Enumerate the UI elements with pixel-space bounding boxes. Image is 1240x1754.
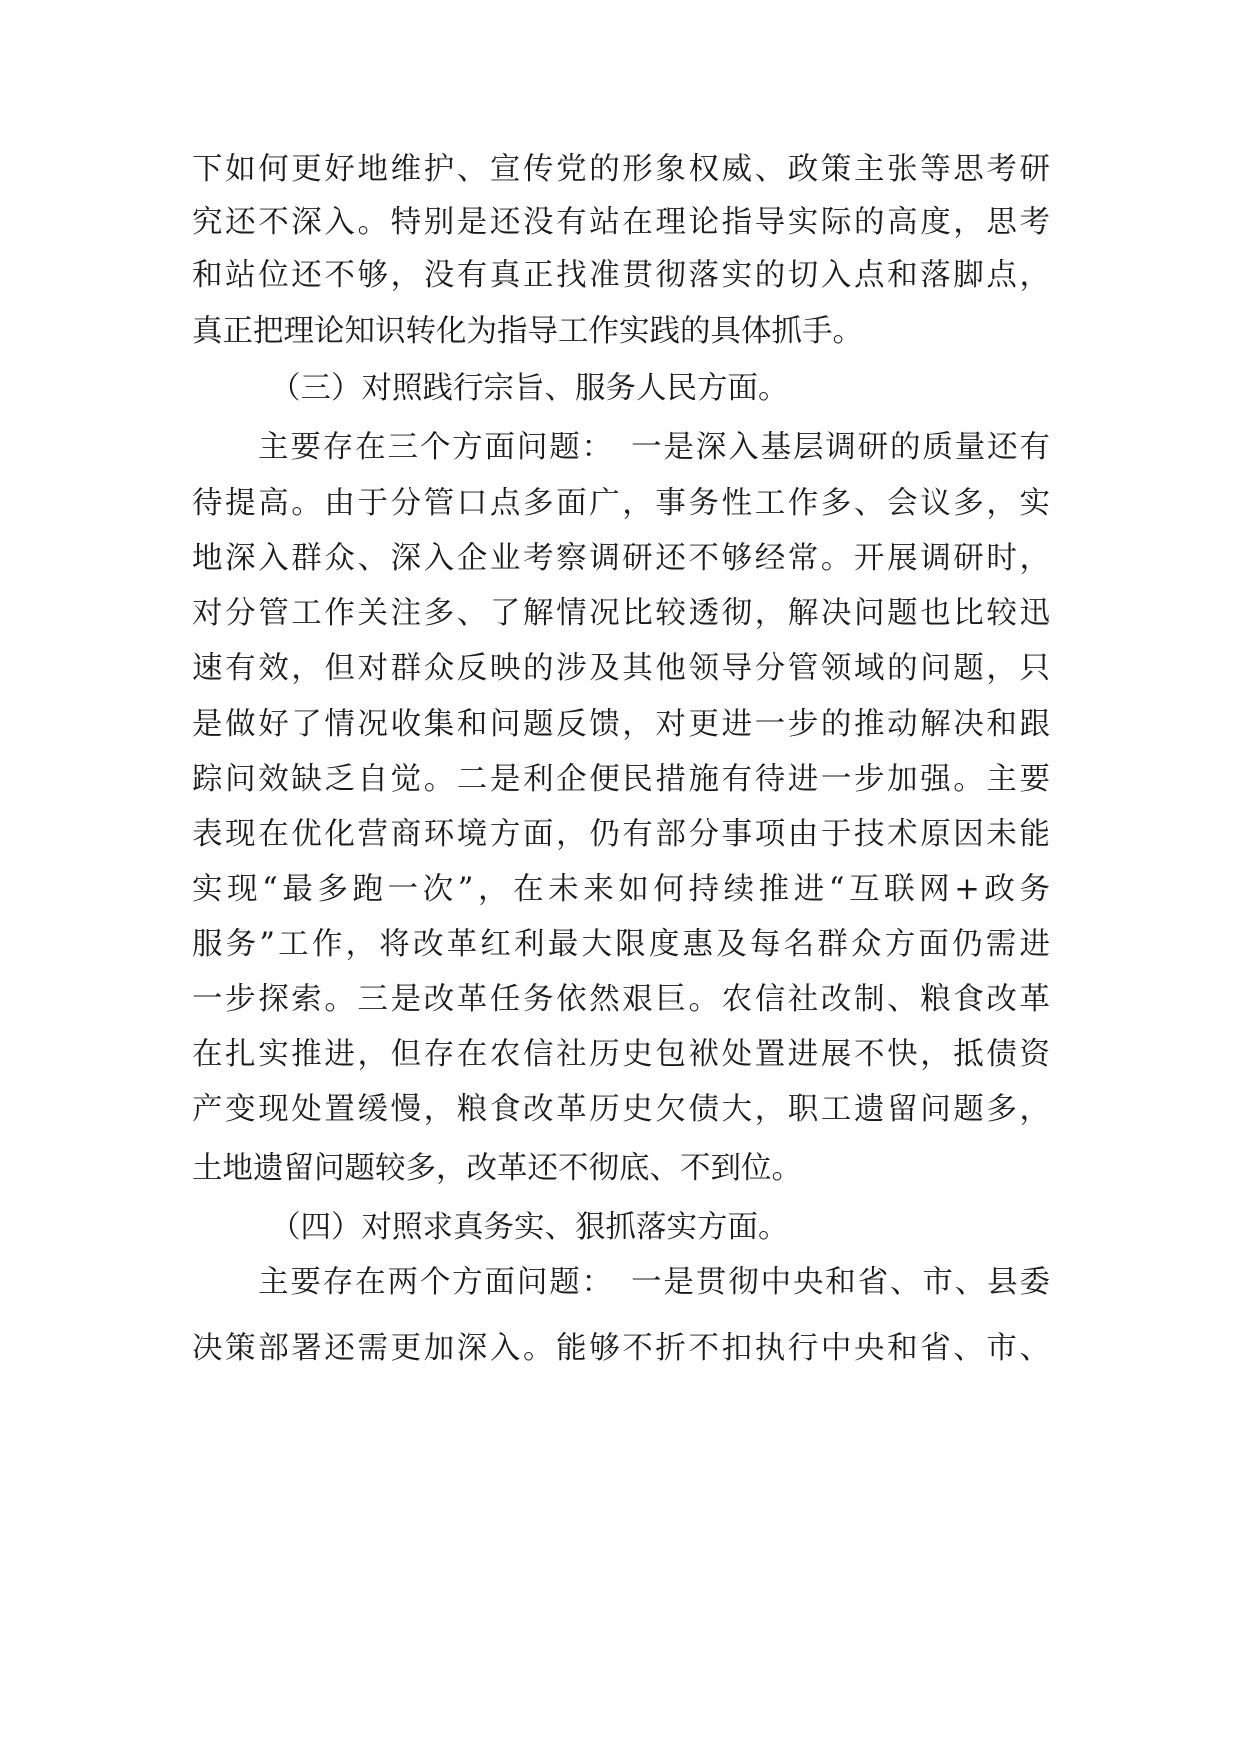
text-line: 下如何更好地维护、宣传党的形象权威、政策主张等思考研 [192, 152, 1050, 187]
text-line: 真正把理论知识转化为指导工作实践的具体抓手。 [192, 314, 863, 349]
text-line: 决策部署还需更加深入。能够不折不扣执行中央和省、市、 [192, 1331, 1050, 1366]
text-line: 是做好了情况收集和问题反馈，对更进一步的推动解决和跟 [192, 707, 1050, 742]
text-line: 服务”工作，将改革红利最大限度惠及每名群众方面仍需进 [192, 927, 1050, 962]
text-line: 对分管工作关注多、了解情况比较透彻，解决问题也比较迅 [192, 596, 1050, 631]
text-line: 地深入群众、深入企业考察调研还不够经常。开展调研时， [192, 541, 1050, 576]
text-line: 产变现处置缓慢，粮食改革历史欠债大，职工遗留问题多， [192, 1092, 1050, 1127]
text-line: 一步探索。三是改革任务依然艰巨。农信社改制、粮食改革 [192, 982, 1050, 1017]
text-line: 主要存在三个方面问题： 一是深入基层调研的质量还有 [258, 430, 1050, 465]
section-heading: （四）对照求真务实、狠抓落实方面。 [270, 1210, 789, 1245]
text-line: 表现在优化营商环境方面，仍有部分事项由于技术原因未能 [192, 817, 1050, 852]
section-heading: （三）对照践行宗旨、服务人民方面。 [270, 371, 789, 406]
text-line: 和站位还不够，没有真正找准贯彻落实的切入点和落脚点， [192, 258, 1050, 293]
text-line: 土地遗留问题较多，改革还不彻底、不到位。 [192, 1151, 802, 1186]
text-line: 踪问效缺乏自觉。二是利企便民措施有待进一步加强。主要 [192, 762, 1050, 797]
text-line: 实现“最多跑一次”，在未来如何持续推进“互联网+政务 [192, 872, 1050, 907]
text-line: 究还不深入。特别是还没有站在理论指导实际的高度，思考 [192, 205, 1050, 240]
text-line: 待提高。由于分管口点多面广，事务性工作多、会议多，实 [192, 486, 1050, 521]
text-line: 速有效，但对群众反映的涉及其他领导分管领域的问题，只 [192, 651, 1050, 686]
text-line: 主要存在两个方面问题： 一是贯彻中央和省、市、县委 [258, 1265, 1050, 1300]
text-line: 在扎实推进，但存在农信社历史包袱处置进展不快，抵债资 [192, 1037, 1050, 1072]
